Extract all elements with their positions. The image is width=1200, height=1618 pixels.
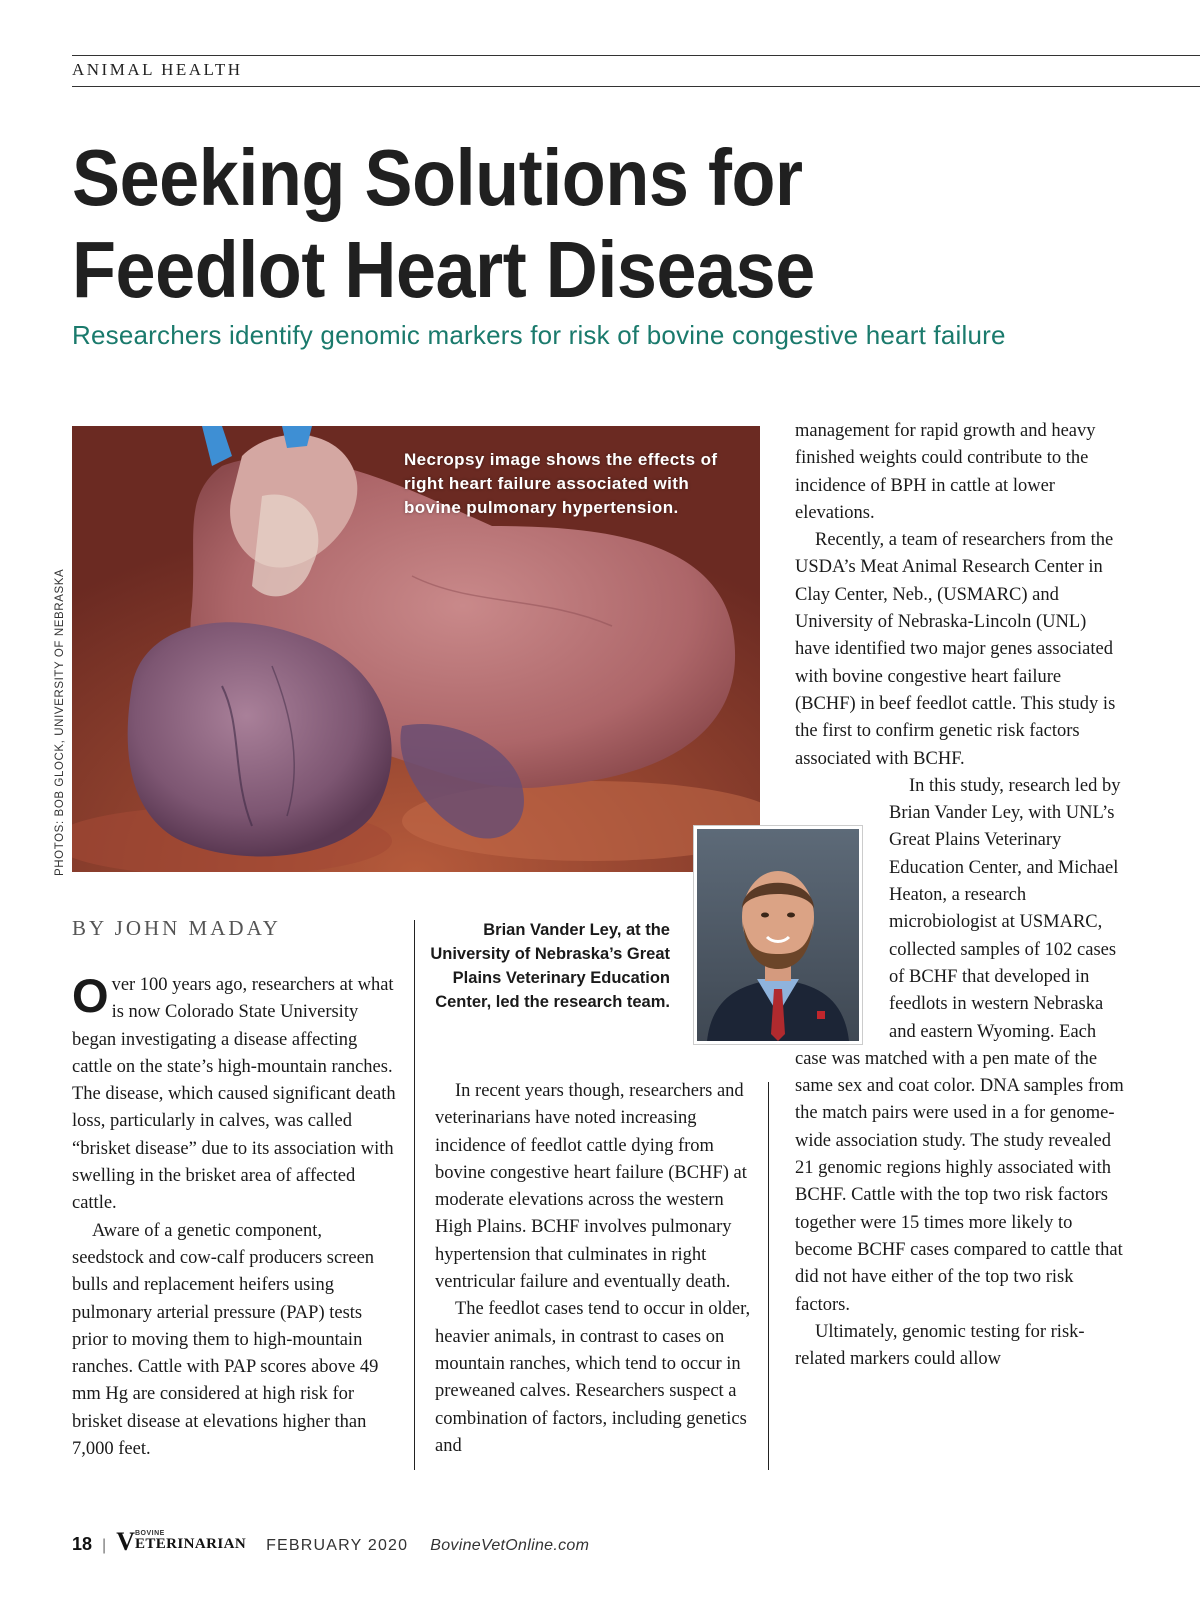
paragraph: management for rapid growth and heavy finished weights could contribute to the incidence of BPH in cattle at lower elevations. (795, 421, 1096, 523)
paragraph: Ultimately, genomic testing for risk-related markers could allow (795, 1321, 1085, 1370)
body-column-2 (435, 1078, 755, 1460)
top-rule (72, 55, 1200, 56)
section-rule (72, 86, 1200, 87)
section-label: ANIMAL HEALTH (72, 60, 243, 79)
paragraph: Recently, a team of researchers from the USDA’s Meat Animal Research Center in Clay Center, Neb., (USMARC) and University of Nebraska-Lincoln (UNL) have identified two major genes associated with bovine congestive heart failure (BCHF) in beef feedlot cattle. This study is the first to confirm genetic risk factors associated with BCHF. (795, 530, 1116, 769)
byline: BY JOHN MADAY (72, 916, 281, 940)
logo-wordmark (135, 1530, 246, 1552)
magazine-logo (116, 1527, 247, 1556)
logo-main-text: ETERINARIAN (134, 1536, 247, 1552)
title-line-1: Seeking Solutions for (72, 133, 803, 222)
issue-date: FEBRUARY 2020 (266, 1537, 409, 1554)
paragraph-text: ver 100 years ago, researchers at what is now Colorado State University began investigating a disease affecting cattle on the state’s high-mountain ranches. The disease, which caused significant death loss, particularly in calves, was called “brisket disease” due to its association with swelling in the brisket area of affected cattle. (72, 975, 396, 1214)
website-link[interactable]: BovineVetOnline.com (430, 1537, 590, 1554)
page-number: 18 (72, 1534, 93, 1554)
photo-credit: PHOTOS: BOB GLOCK, UNIVERSITY OF NEBRASKA (54, 568, 66, 876)
photo-caption: Necropsy image shows the effects of right heart failure associated with bovine pulmonary hypertension. (404, 450, 718, 517)
paragraph: In recent years though, researchers and veterinarians have noted increasing incidence of feedlot cattle dying from bovine congestive heart failure (BCHF) at moderate elevations across the western High Plains. BCHF involves pulmonary hypertension that culminates in right ventricular failure and eventually death. (435, 1081, 747, 1293)
footer-separator: | (102, 1537, 107, 1554)
title-line-2: Feedlot Heart Disease (72, 225, 815, 314)
paragraph: Aware of a genetic component, seedstock and cow-calf producers screen bulls and replacement heifers using pulmonary arterial pressure (PAP) tests prior to moving them to high-mountain ranches. Cattle with PAP scores above 49 mm Hg are considered at high risk for brisket disease at elevations higher than 7,000 feet. (72, 1220, 379, 1460)
page-footer (72, 1527, 590, 1556)
logo-letter: V (116, 1527, 135, 1556)
image-wrap-spacer (795, 773, 889, 1045)
portrait-caption: Brian Vander Ley, at the University of Nebraska’s Great Plains Veterinary Education Center, led the research team. (430, 921, 670, 1011)
body-column-1 (72, 969, 398, 1463)
body-column-3 (795, 418, 1125, 1373)
article-deck: Researchers identify genomic markers for risk of bovine congestive heart failure (72, 320, 1006, 350)
necropsy-photo (72, 426, 760, 872)
column-divider-2 (768, 1082, 769, 1470)
column-divider-1 (414, 920, 415, 1470)
drop-cap: O (72, 969, 109, 1022)
paragraph: In this study, research led by Brian Vander Ley, with UNL’s Great Plains Veterinary Education Center, and Michael Heaton, a research microbiologist at USMARC, collected samples of 102 cases of BCHF that developed in feedlots in western Nebraska and eastern Wyoming. Each case was matched with a pen mate of the same sex and coat color. DNA samples from the match pairs were used in a for genome-wide association study. The study revealed 21 genomic regions highly associated with BCHF. Cattle with the top two risk factors together were 15 times more likely to become BCHF cases compared to cattle that did not have either of the top two risk factors. (795, 775, 1124, 1315)
paragraph: The feedlot cases tend to occur in older, heavier animals, in contrast to cases on mountain ranches, which tend to occur in preweaned calves. Researchers suspect a combination of factors, including genetics and (435, 1299, 751, 1456)
logo-small-text: BOVINE (134, 1530, 165, 1537)
article-title (72, 132, 972, 316)
paragraph (72, 969, 398, 1218)
